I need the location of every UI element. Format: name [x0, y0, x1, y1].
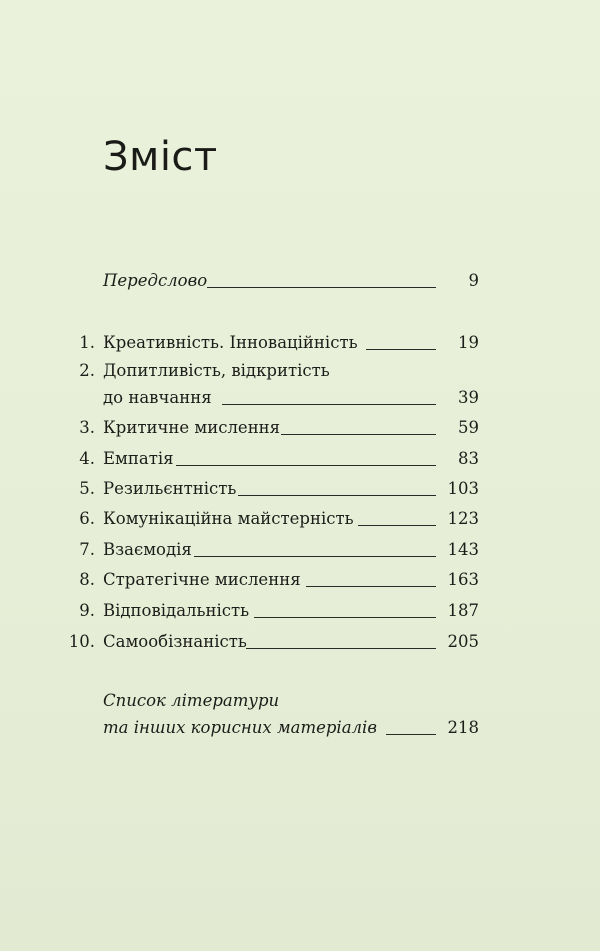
dot-leader [306, 586, 436, 587]
toc-page-number: 19 [458, 333, 479, 352]
toc-label: Критичне мислення [103, 418, 281, 437]
toc-entry-chapter-10 [0, 632, 600, 658]
toc-entry-chapter-2 [0, 361, 600, 415]
chapter-number: 6. [79, 509, 95, 528]
page-title: Зміст [103, 134, 218, 180]
toc-page-number: 39 [458, 388, 479, 407]
toc-page-number: 83 [458, 449, 479, 468]
toc-label-line2: та інших корисних матеріалів [103, 718, 377, 737]
dot-leader [238, 495, 436, 496]
chapter-number: 10. [68, 632, 95, 651]
toc-entry-chapter-1 [0, 333, 600, 359]
toc-label: Передслово [103, 271, 208, 290]
toc-page-number: 103 [447, 479, 479, 498]
toc-label: Комунікаційна майстерність [103, 509, 354, 528]
toc-page-number: 143 [447, 540, 479, 559]
toc-page-number: 218 [447, 718, 479, 737]
chapter-number: 2. [79, 361, 95, 380]
toc-label: Відповідальність [103, 601, 250, 620]
dot-leader [194, 556, 436, 557]
toc-label-line1: Список літератури [103, 691, 280, 710]
chapter-number: 4. [79, 449, 95, 468]
toc-entry-chapter-3 [0, 418, 600, 444]
dot-leader [207, 287, 436, 288]
toc-page-number: 205 [447, 632, 479, 651]
chapter-number: 3. [79, 418, 95, 437]
chapter-number: 9. [79, 601, 95, 620]
toc-page-number: 163 [447, 570, 479, 589]
toc-entry-preface [0, 271, 600, 297]
dot-leader [254, 617, 436, 618]
toc-page-number: 123 [447, 509, 479, 528]
dot-leader [246, 648, 436, 649]
toc-label: Резильєнтність [103, 479, 237, 498]
toc-label-line2: до навчання [103, 388, 212, 407]
toc-page-number: 9 [468, 271, 479, 290]
toc-page-number: 187 [447, 601, 479, 620]
toc-label-line1: Допитливість, відкритість [103, 361, 330, 380]
chapter-number: 1. [79, 333, 95, 352]
toc-entry-chapter-7 [0, 540, 600, 566]
dot-leader [222, 404, 436, 405]
toc-entry-bibliography [0, 691, 600, 745]
chapter-number: 8. [79, 570, 95, 589]
dot-leader [176, 465, 436, 466]
toc-entry-chapter-8 [0, 570, 600, 596]
dot-leader [366, 349, 436, 350]
dot-leader [386, 734, 436, 735]
chapter-number: 5. [79, 479, 95, 498]
toc-entry-chapter-9 [0, 601, 600, 627]
dot-leader [281, 434, 436, 435]
toc-label: Стратегічне мислення [103, 570, 301, 589]
toc-label: Емпатія [103, 449, 174, 468]
toc-page-number: 59 [458, 418, 479, 437]
toc-label: Взаємодія [103, 540, 192, 559]
chapter-number: 7. [79, 540, 95, 559]
toc-entry-chapter-6 [0, 509, 600, 535]
dot-leader [358, 525, 436, 526]
toc-label: Креативність. Інноваційність [103, 333, 358, 352]
toc-entry-chapter-4 [0, 449, 600, 475]
toc-label: Самообізнаність [103, 632, 247, 651]
toc-entry-chapter-5 [0, 479, 600, 505]
